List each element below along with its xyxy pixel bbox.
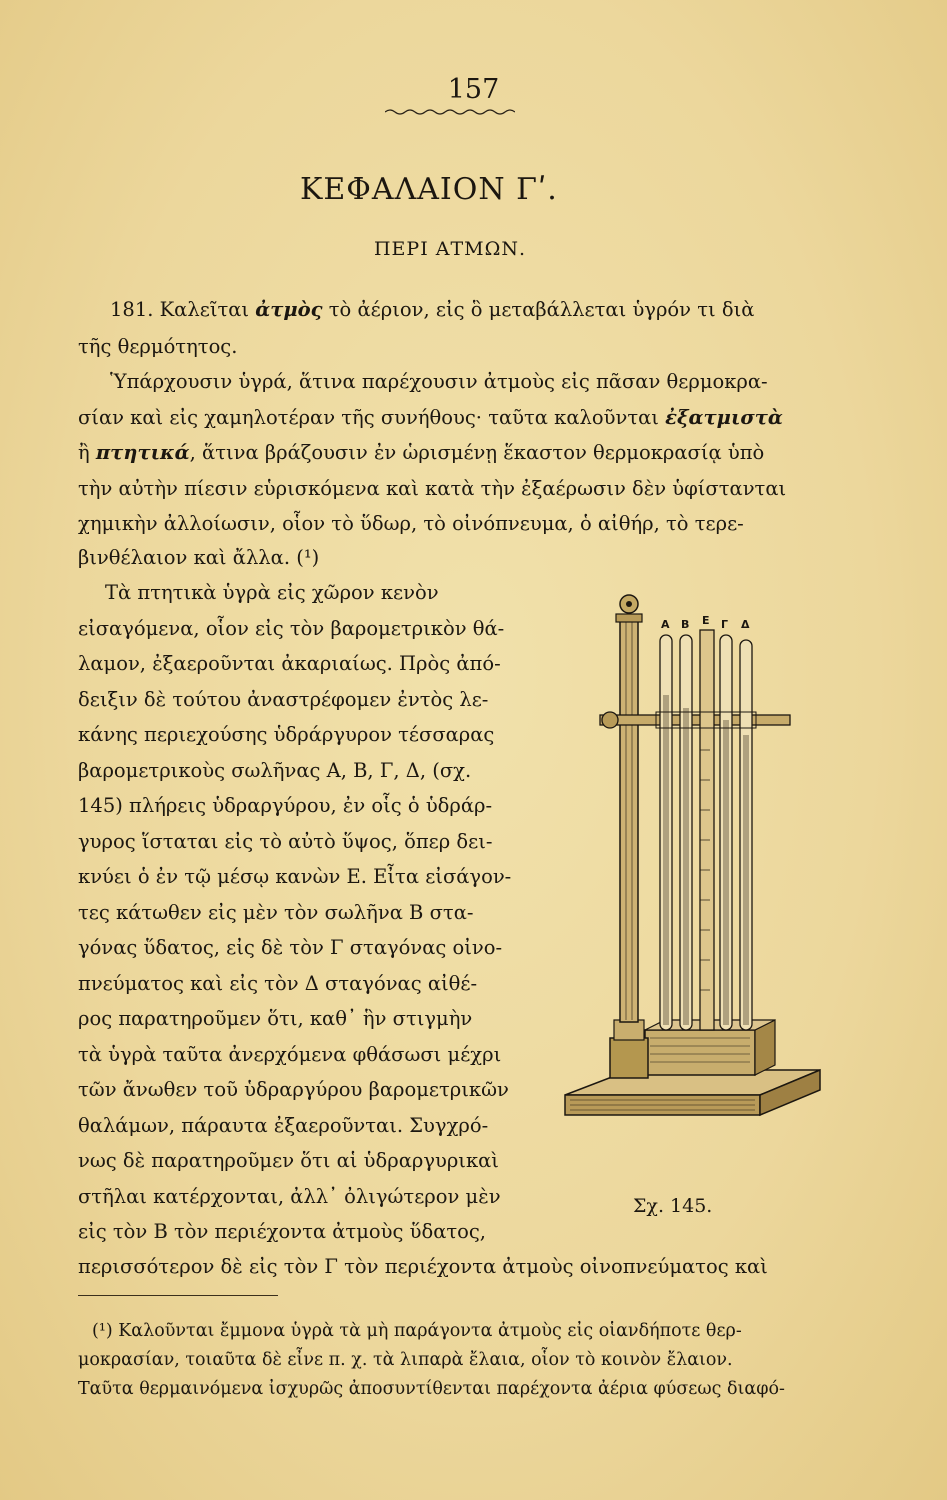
text-span: σίαν καὶ εἰς χαμηλοτέραν τῆς συνήθους· ταῦτα καλοῦνται [78,406,666,429]
text-line: λαμον, ἐξαεροῦνται ἀκαριαίως. Πρὸς ἀπό- [78,652,501,675]
text-line: τες κάτωθεν εἰς μὲν τὸν σωλῆνα Β στα- [78,901,474,924]
text-line: νως δὲ παρατηροῦμεν ὅτι αἱ ὑδραργυρικαὶ [78,1149,499,1172]
paragraph-181-line-1 [110,300,754,320]
text-line: τῶν ἄνωθεν τοῦ ὑδραργύρου βαρομετρικῶν [78,1078,509,1101]
text-line: εἰς τὸν Β τὸν περιέχοντα ἀτμοὺς ὕδατος, [78,1220,487,1243]
tube-label-delta: Δ [741,618,750,631]
term-exatmista: ἐξατμιστὰ [665,406,783,429]
text-line: τῆς θερμότητος. [78,335,238,358]
text-line: θαλάμων, πάραυτα ἐξαεροῦνται. Συγχρό- [78,1114,489,1137]
text-line: Τὰ πτητικὰ ὑγρὰ εἰς χῶρον κενὸν [105,581,439,604]
text-span: ἢ [78,441,96,464]
text-line: 145) πλήρεις ὑδραργύρου, ἐν οἷς ὁ ὑδράρ- [78,794,493,817]
text-line [78,408,783,428]
footnote-line: μοκρασίαν, τοιαῦτα δὲ εἶνε π. χ. τὰ λιπαρὰ ἔλαια, οἷον τὸ κοινὸν ἔλαιον. [78,1350,733,1370]
text-span: , ἅτινα βράζουσιν ἐν ὡρισμένῃ ἕκαστον θερμοκρασίᾳ ὑπὸ [189,441,765,464]
text-line: περισσότερον δὲ εἰς τὸν Γ τὸν περιέχοντα ἀτμοὺς οἰνοπνεύματος καὶ [78,1255,768,1278]
text-line: χημικὴν ἀλλοίωσιν, οἷον τὸ ὕδωρ, τὸ οἰνόπνευμα, ὁ αἰθήρ, τὸ τερε- [78,512,744,535]
definition-text: τὸ ἀέριον, εἰς ὃ μεταβάλλεται ὑγρόν τι διὰ [322,298,755,321]
text-line: κνύει ὁ ἐν τῷ μέσῳ κανὼν Ε. Εἶτα εἰσάγον- [78,865,512,888]
text-line: Ὑπάρχουσιν ὑγρά, ἅτινα παρέχουσιν ἀτμοὺς εἰς πᾶσαν θερμοκρα- [110,370,768,393]
text-line: βαρομετρικοὺς σωλῆνας Α, Β, Γ, Δ, (σχ. [78,759,472,782]
text-line: τὴν αὐτὴν πίεσιν εὑρισκόμενα καὶ κατὰ τὴν ἐξαέρωσιν δὲν ὑφίστανται [78,477,787,500]
figure-caption: Σχ. 145. [633,1195,713,1217]
footnote-line: Ταῦτα θερμαινόμενα ἰσχυρῶς ἀποσυντίθενται παρέχοντα ἀέρια φύσεως διαφό- [78,1379,785,1399]
term-ptitika: πτητικά [95,441,190,464]
tube-label-gamma: Γ [721,618,729,631]
text-line: βινθέλαιον καὶ ἄλλα. (¹) [78,546,320,569]
text-line: γυρος ἵσταται εἰς τὸ αὐτὸ ὕψος, ὅπερ δει- [78,830,493,853]
footnote-line: (¹) Καλοῦνται ἔμμονα ὑγρὰ τὰ μὴ παράγοντα ἀτμοὺς εἰς οἱανδήποτε θερ- [92,1321,742,1341]
text-line: πνεύματος καὶ εἰς τὸν Δ σταγόνας αἰθέ- [78,972,478,995]
tube-label-alpha: Α [661,618,670,631]
text-line: τὰ ὑγρὰ ταῦτα ἀνερχόμενα φθάσωσι μέχρι [78,1043,502,1066]
text-line: εἰσαγόμενα, οἷον εἰς τὸν βαρομετρικὸν θά- [78,617,505,640]
section-number-text: 181. Καλεῖται [110,298,256,321]
text-line: ρος παρατηροῦμεν ὅτι, καθ᾽ ἣν στιγμὴν [78,1007,473,1030]
page-number: 157 [447,74,500,105]
text-line [78,443,764,463]
text-line: γόνας ὕδατος, εἰς δὲ τὸν Γ σταγόνας οἰνο- [78,936,503,959]
tube-label-beta: Β [681,618,690,631]
scale-label-epsilon: Ε [702,614,710,627]
text-line: δειξιν δὲ τούτου ἀναστρέφομεν ἐντὸς λε- [78,688,489,711]
figure-barometer-tubes [560,590,830,1170]
section-title: ΠΕΡΙ ΑΤΜΩΝ. [373,238,527,260]
term-atmos: ἀτμὸς [255,298,323,321]
text-line: κάνης περιεχούσης ὑδράργυρον τέσσαρας [78,723,495,746]
text-line: στῆλαι κατέρχονται, ἀλλ᾽ ὀλιγώτερον μὲν [78,1185,501,1208]
footnote-rule [78,1295,278,1296]
chapter-title: ΚΕΦΑΛΑΙΟΝ Γʹ. [300,172,558,207]
ornament-wavy-rule [385,108,515,116]
